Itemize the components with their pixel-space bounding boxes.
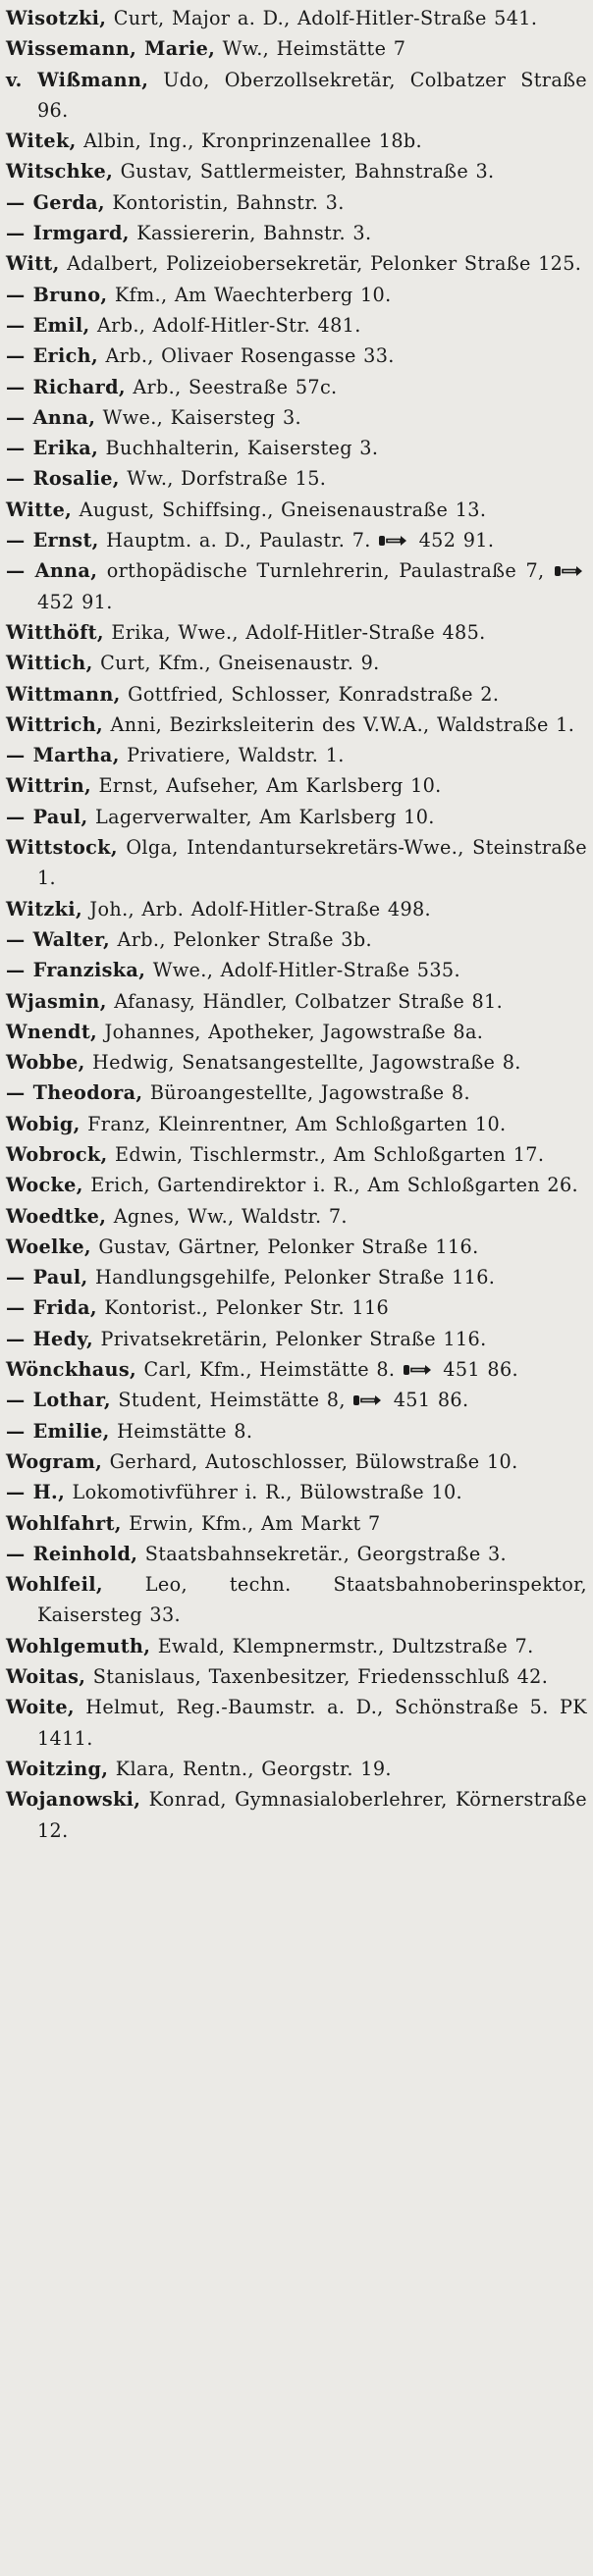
entry-details: Udo, Oberzollsekretär, Colbatzer Straße 96. — [37, 68, 587, 122]
entry-name: Wittrin, — [6, 774, 92, 798]
entry-name: Witek, — [6, 130, 77, 153]
directory-entry — [6, 1692, 587, 1754]
entry-name: Wjasmin, — [6, 989, 107, 1013]
directory-entry — [6, 1385, 587, 1415]
entry-name: — Gerda, — [6, 190, 105, 214]
entry-details: Stanislaus, Taxenbesitzer, Friedensschluß 42. — [85, 1665, 549, 1689]
entry-details: Ww., Heimstätte 7 — [215, 37, 406, 61]
phone-number: 451 86. — [443, 1358, 518, 1382]
entry-name: Wönckhaus, — [6, 1358, 137, 1382]
telephone-icon — [352, 1393, 382, 1407]
directory-entry — [6, 3, 587, 33]
entry-name: v. Wißmann, — [6, 68, 149, 91]
entry-details: Staatsbahnsekretär., Georgstraße 3. — [137, 1542, 507, 1565]
entry-details: Arb., Olivaer Rosengasse 33. — [98, 344, 395, 368]
entry-details: Curt, Kfm., Gneisenaustr. 9. — [92, 652, 380, 675]
entry-name: Woedtke, — [6, 1204, 107, 1228]
directory-entry — [6, 1539, 587, 1569]
telephone-icon — [554, 564, 583, 578]
entry-details: Hauptm. a. D., Paulastr. 7. — [98, 529, 371, 552]
entry-details: Büroangestellte, Jagowstraße 8. — [142, 1081, 470, 1105]
entry-details: Agnes, Ww., Waldstr. 7. — [106, 1204, 348, 1228]
entry-name: — Frida, — [6, 1296, 97, 1320]
entry-details: Erich, Gartendirektor i. R., Am Schloßgarten 26. — [82, 1174, 578, 1197]
entry-details: Ernst, Aufseher, Am Karlsberg 10. — [91, 774, 442, 798]
entry-details: Handlungsgehilfe, Pelonker Straße 116. — [87, 1266, 496, 1289]
directory-entry — [6, 894, 587, 924]
entry-details: Gottfried, Schlosser, Konradstraße 2. — [120, 682, 500, 706]
entry-name: — Ernst, — [6, 529, 99, 552]
entry-details: Arb., Pelonker Straße 3b. — [110, 927, 372, 951]
directory-entry — [6, 1139, 587, 1170]
entry-name: — Paul, — [6, 1266, 88, 1289]
entry-name: — Anna, — [6, 559, 98, 583]
directory-entry — [6, 402, 587, 433]
entry-details: Franz, Kleinrentner, Am Schloßgarten 10. — [80, 1112, 507, 1135]
entry-details: Olga, Intendantursekretärs-Wwe., Steinstraße 1. — [37, 836, 587, 890]
directory-entry — [6, 1047, 587, 1078]
entry-name: Witschke, — [6, 160, 114, 184]
directory-entry — [6, 156, 587, 186]
directory-entry — [6, 463, 587, 494]
directory-entry — [6, 555, 587, 617]
entry-name: Wnendt, — [6, 1020, 98, 1043]
directory-entry — [6, 433, 587, 463]
directory-entry — [6, 1661, 587, 1692]
directory-entry — [6, 1416, 587, 1446]
directory-entry — [6, 1078, 587, 1108]
entry-details: Kassiererin, Bahnstr. 3. — [129, 222, 372, 245]
directory-entry — [6, 617, 587, 648]
entry-details: Hedwig, Senatsangestellte, Jagowstraße 8. — [84, 1051, 521, 1075]
entry-name: Wittstock, — [6, 836, 118, 860]
entry-details: Ewald, Klempnermstr., Dultzstraße 7. — [150, 1634, 534, 1657]
directory-entry — [6, 65, 587, 127]
entry-details: Buchhalterin, Kaisersteg 3. — [98, 437, 379, 460]
directory-entry — [6, 1262, 587, 1292]
entry-name: — Rosalie, — [6, 467, 120, 491]
entry-name: — Martha, — [6, 744, 120, 767]
entry-details: orthopädische Turnlehrerin, Paulastraße 7, — [97, 559, 545, 583]
entry-details: August, Schiffsing., Gneisenaustraße 13. — [72, 498, 487, 521]
directory-entry — [6, 770, 587, 801]
entry-details: Johannes, Apotheker, Jagowstraße 8a. — [97, 1020, 484, 1043]
directory-entry — [6, 1446, 587, 1477]
entry-details: Edwin, Tischlermstr., Am Schloßgarten 17. — [107, 1142, 545, 1166]
phone-number: 452 91. — [418, 529, 495, 552]
entry-details: Konrad, Gymnasialoberlehrer, Körnerstraße 12. — [37, 1788, 587, 1842]
directory-entry — [6, 832, 587, 894]
directory-entry — [6, 495, 587, 525]
entry-name: Witthöft, — [6, 620, 104, 644]
directory-entry — [6, 126, 587, 156]
entry-name: Wobig, — [6, 1112, 81, 1135]
telephone-icon — [378, 534, 407, 548]
phone-number: 451 86. — [393, 1389, 469, 1412]
entry-name: Wisotzki, — [6, 7, 107, 29]
entry-name: — Richard, — [6, 375, 126, 398]
directory-entry — [6, 248, 587, 279]
directory-entry — [6, 1324, 587, 1354]
entry-details: Gustav, Gärtner, Pelonker Straße 116. — [90, 1235, 479, 1258]
entry-details: Privatiere, Waldstr. 1. — [119, 744, 345, 767]
directory-entry — [6, 986, 587, 1017]
entry-name: — Emil, — [6, 313, 90, 337]
entry-details: Gerhard, Autoschlosser, Bülowstraße 10. — [102, 1449, 518, 1473]
entry-details: Wwe., Kaisersteg 3. — [95, 405, 302, 429]
entry-details: Kontoristin, Bahnstr. 3. — [104, 190, 345, 214]
entry-details: Student, Heimstätte 8, — [110, 1389, 346, 1412]
entry-details: Anni, Bezirksleiterin des V.W.A., Waldstraße 1. — [103, 712, 575, 736]
entry-details: Kfm., Am Waechterberg 10. — [107, 283, 392, 306]
directory-entry — [6, 740, 587, 770]
directory-entry — [6, 1017, 587, 1047]
entry-details: Lokomotivführer i. R., Bülowstraße 10. — [65, 1481, 462, 1504]
directory-entry — [6, 1631, 587, 1661]
entry-name: Woitas, — [6, 1665, 86, 1689]
directory-entry — [6, 310, 587, 341]
phone-number: 452 91. — [37, 590, 113, 613]
entry-name: — Anna, — [6, 405, 96, 429]
entry-details: Ww., Dorfstraße 15. — [119, 467, 327, 491]
directory-entry — [6, 1232, 587, 1262]
entry-details: Erwin, Kfm., Am Markt 7 — [121, 1511, 381, 1535]
entry-name: — Hedy, — [6, 1327, 94, 1350]
entry-name: — Reinhold, — [6, 1542, 138, 1565]
directory-entry — [6, 710, 587, 740]
directory-entry — [6, 679, 587, 710]
entry-name: Wittich, — [6, 652, 93, 675]
entry-details: Arb., Adolf-Hitler-Str. 481. — [89, 313, 361, 337]
entry-name: Wobbe, — [6, 1051, 85, 1075]
directory-entry — [6, 218, 587, 248]
entry-name: Wogram, — [6, 1449, 103, 1473]
directory-entry — [6, 802, 587, 832]
entry-name: Wohlgemuth, — [6, 1634, 151, 1657]
entry-details: Afanasy, Händler, Colbatzer Straße 81. — [106, 989, 504, 1013]
directory-entry — [6, 1201, 587, 1232]
directory-entry — [6, 280, 587, 310]
entry-name: Wissemann, Marie, — [6, 37, 216, 61]
entry-details: Curt, Major a. D., Adolf-Hitler-Straße 541. — [106, 7, 538, 29]
entry-name: — Paul, — [6, 805, 88, 828]
entry-details: Gustav, Sattlermeister, Bahnstraße 3. — [113, 160, 495, 184]
entry-details: Lagerverwalter, Am Karlsberg 10. — [87, 805, 435, 828]
entry-name: — Erika, — [6, 437, 99, 460]
entry-name: Witzki, — [6, 897, 82, 920]
entry-name: Woitzing, — [6, 1757, 109, 1780]
entry-name: Wittmann, — [6, 682, 121, 706]
entry-details: Joh., Arb. Adolf-Hitler-Straße 498. — [81, 897, 432, 920]
entry-name: — H., — [6, 1481, 66, 1504]
entry-name: — Walter, — [6, 927, 111, 951]
directory-entry — [6, 33, 587, 64]
entry-details: Leo, techn. Staatsbahnoberinspektor, Kaisersteg 33. — [37, 1573, 587, 1627]
entry-name: Wocke, — [6, 1174, 83, 1197]
entry-details: Helmut, Reg.-Baumstr. a. D., Schönstraße 5. PK 1411. — [37, 1696, 587, 1750]
entry-name: — Lothar, — [6, 1389, 111, 1412]
entry-name: — Emilie, — [6, 1419, 110, 1443]
directory-entry — [6, 1569, 587, 1631]
directory-entry — [6, 955, 587, 985]
entry-name: Wojanowski, — [6, 1788, 141, 1812]
entry-details: Privatsekretärin, Pelonker Straße 116. — [93, 1327, 487, 1350]
entry-name: — Franziska, — [6, 959, 146, 982]
directory-entry — [6, 341, 587, 371]
entry-details: Kontorist., Pelonker Str. 116 — [96, 1296, 390, 1320]
entry-name: — Erich, — [6, 344, 99, 368]
entry-name: Wittrich, — [6, 712, 104, 736]
entry-name: Wohlfeil, — [6, 1573, 103, 1597]
entry-name: Witte, — [6, 498, 73, 521]
directory-entry — [6, 1170, 587, 1200]
directory-entry — [6, 525, 587, 555]
directory-entry — [6, 187, 587, 218]
entry-details: Albin, Ing., Kronprinzenallee 18b. — [76, 130, 422, 153]
directory-entry — [6, 1754, 587, 1784]
directory-entry — [6, 1292, 587, 1323]
directory-entry — [6, 1784, 587, 1846]
entry-name: Witt, — [6, 252, 60, 276]
entry-details: Carl, Kfm., Heimstätte 8. — [136, 1358, 396, 1382]
entry-details: Wwe., Adolf-Hitler-Straße 535. — [145, 959, 460, 982]
entry-name: Woite, — [6, 1696, 75, 1719]
entry-details: Heimstätte 8. — [109, 1419, 253, 1443]
telephone-icon — [403, 1363, 432, 1377]
directory-entry — [6, 924, 587, 955]
directory-entry — [6, 1109, 587, 1139]
entry-name: Wobrock, — [6, 1142, 108, 1166]
entry-name: Woelke, — [6, 1235, 91, 1258]
entry-details: Adalbert, Polizeiobersekretär, Pelonker Straße 125. — [59, 252, 582, 276]
entry-details: Klara, Rentn., Georgstr. 19. — [108, 1757, 392, 1780]
directory-entry — [6, 648, 587, 678]
entry-name: — Bruno, — [6, 283, 108, 306]
directory-entry — [6, 1354, 587, 1385]
directory-entry — [6, 1477, 587, 1507]
entry-name: — Irmgard, — [6, 222, 130, 245]
entry-details: Erika, Wwe., Adolf-Hitler-Straße 485. — [103, 620, 486, 644]
directory-entry — [6, 372, 587, 402]
entry-details: Arb., Seestraße 57c. — [125, 375, 338, 398]
directory-entry — [6, 1508, 587, 1539]
entry-name: Wohlfahrt, — [6, 1511, 122, 1535]
entry-name: — Theodora, — [6, 1081, 143, 1105]
